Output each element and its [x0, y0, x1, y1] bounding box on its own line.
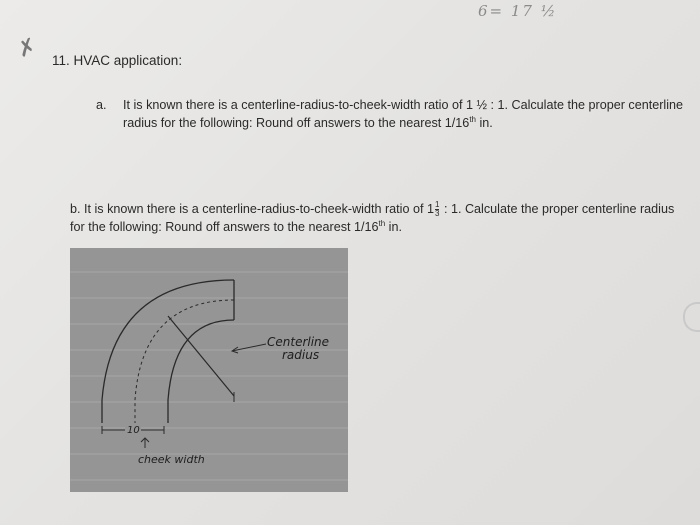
- part-a-text: [123, 96, 693, 132]
- question-title: 11. HVAC application:: [52, 53, 183, 68]
- part-b-text-main: b. It is known there is a centerline-radius-to-cheek-width ratio of 1: [70, 202, 434, 216]
- part-a-superscript: th: [469, 114, 476, 124]
- dimension-value: 10: [127, 425, 140, 436]
- part-a-label: a.: [96, 98, 107, 112]
- part-a-text-main: It is known there is a centerline-radius-to-cheek-width ratio of 1 ½ : 1. Calculate the proper centerline radius for the following: Round off answers to the nearest 1/16: [123, 98, 684, 130]
- radius-label: radius: [282, 348, 320, 362]
- fraction-denominator: 3: [435, 209, 440, 219]
- fraction-numerator: 1: [435, 200, 440, 210]
- centerline-arc: [135, 300, 234, 423]
- part-b-text-middle: : 1. Calculate the proper centerline radius for the following: Round off answers to the nearest 1/16: [70, 202, 675, 235]
- part-b: [70, 200, 690, 236]
- part-b-superscript: th: [378, 218, 386, 228]
- elbow-figure: [70, 248, 348, 492]
- ruled-lines: [70, 272, 348, 480]
- margin-paren-mark: [683, 302, 700, 332]
- handwritten-top-note: 6= 17 ½: [478, 2, 558, 20]
- centerline-label: Centerline: [267, 335, 330, 349]
- part-a-text-end: in.: [475, 116, 493, 130]
- part-b-fraction: [435, 201, 439, 218]
- elbow-diagram: [70, 248, 348, 492]
- handwritten-margin-mark: ✗: [14, 33, 41, 64]
- cheek-width-label: cheek width: [138, 453, 205, 466]
- part-b-text-end: in.: [385, 220, 402, 235]
